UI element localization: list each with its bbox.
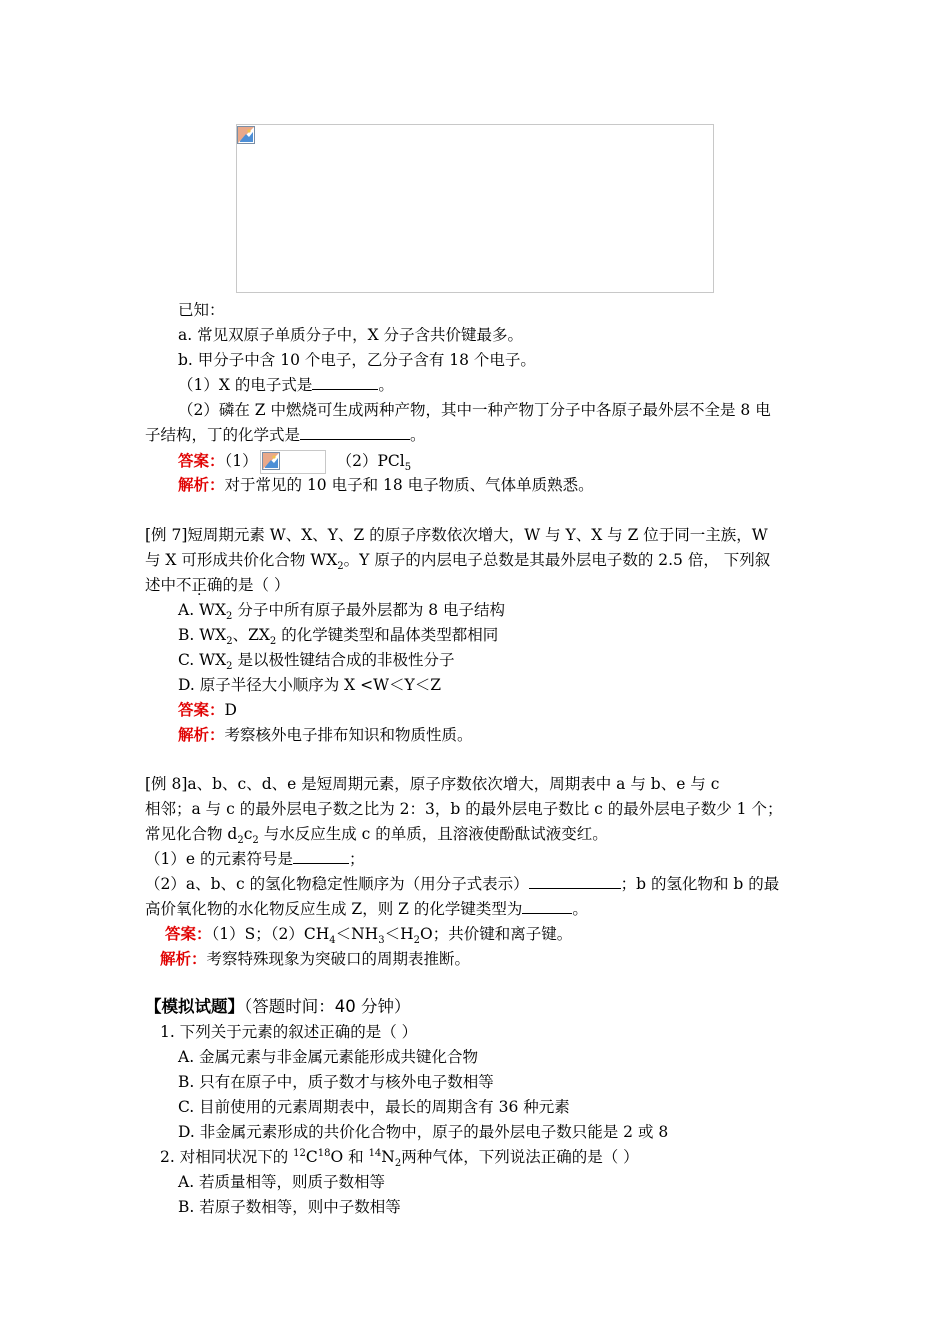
- broken-image-icon: [262, 452, 280, 470]
- option-text: 的化学键类型和晶体类型都相同: [276, 626, 499, 644]
- q2-text: 2. 对相同状况下的: [160, 1148, 294, 1166]
- subscript: 2: [413, 935, 420, 947]
- answer-part1: （1）: [224, 452, 258, 470]
- option-text: A. WX: [178, 601, 227, 619]
- answer-text: O；共价键和离子键。: [419, 925, 573, 943]
- subscript: 2: [237, 835, 244, 847]
- sim-q2: [160, 1147, 639, 1170]
- q2-text: 高价氧化物的水化物反应生成 Z，则 Z 的化学键类型为: [145, 900, 523, 918]
- sim-q1-option-a: A. 金属元素与非金属元素能形成共键化合物: [178, 1048, 479, 1066]
- ex8-q1: [145, 849, 364, 869]
- known-heading: 已知：: [178, 301, 225, 319]
- answer-blank: [522, 899, 572, 914]
- analysis-text: 对于常见的 10 电子和 18 电子物质、气体单质熟悉。: [224, 476, 594, 494]
- ex8-text: 常见化合物 d: [145, 825, 238, 843]
- option-text: 分子中所有原子最外层都为 8 电子结构: [232, 601, 506, 619]
- known-b: b. 甲分子中含 10 个电子，乙分子含有 18 个电子。: [178, 351, 536, 369]
- option-text: C. WX: [178, 651, 227, 669]
- known-a: a. 常见双原子单质分子中，X 分子含共价键最多。: [178, 326, 524, 344]
- ex8-line3: [145, 824, 608, 847]
- sim-q1-option-c: C. 目前使用的元素周期表中，最长的周期含有 36 种元素: [178, 1098, 570, 1116]
- q2-suffix: 。: [572, 900, 588, 918]
- subscript: 2: [226, 636, 233, 648]
- reaction-diagram-image: [236, 124, 714, 293]
- known-analysis: [178, 475, 594, 495]
- ex7-text: 与 X 可形成共价化合物 WX: [145, 551, 338, 569]
- sim-q2-option-b: B. 若原子数相等，则中子数相等: [178, 1198, 401, 1216]
- ex7-line3: [145, 575, 289, 595]
- subscript: 3: [378, 935, 385, 947]
- superscript: 12: [293, 1147, 306, 1159]
- option-text: B. WX: [178, 626, 227, 644]
- q2-text: 子结构，丁的化学式是: [145, 426, 301, 444]
- sim-q1: 1. 下列关于元素的叙述正确的是（ ）: [160, 1023, 418, 1041]
- ex8-q2-line1: [145, 874, 779, 894]
- ex7-line1: [例 7]短周期元素 W、X、Y、Z 的原子序数依次增大，W 与 Y、X 与 Z 位于同一主族，W: [145, 526, 768, 544]
- sim-header: [145, 997, 411, 1017]
- known-answer: [178, 450, 411, 474]
- ex7-analysis: [178, 725, 473, 745]
- option-text: 、ZX: [232, 626, 270, 644]
- ex7-line2: [145, 550, 771, 573]
- answer-text: ＜NH: [335, 925, 379, 943]
- superscript: 18: [317, 1147, 331, 1159]
- option-text: 是以极性键结合成的非极性分子: [232, 651, 455, 669]
- sim-q2-option-a: A. 若质量相等，则质子数相等: [178, 1173, 386, 1191]
- q1-text: （1）X 的电子式是: [178, 376, 313, 394]
- q1-suffix: ；: [348, 850, 365, 868]
- electron-formula-image: [260, 450, 326, 474]
- q2-text: 两种气体，下列说法正确的是（ ）: [401, 1148, 639, 1166]
- q2-text: N: [381, 1148, 395, 1166]
- answer-label: 答案：: [178, 700, 225, 719]
- known-q2-line2: [145, 425, 426, 445]
- subscript: 2: [226, 611, 233, 623]
- ex7-option-d: D. 原子半径大小顺序为 X <W＜Y＜Z: [178, 676, 442, 694]
- ex7-option-b: [178, 625, 499, 648]
- ex7-text: 述中: [145, 576, 177, 594]
- subscript: 2: [269, 636, 277, 648]
- answer-text: D: [224, 701, 237, 719]
- q1-text: （1）e 的元素符号是: [145, 850, 293, 868]
- answer-blank: [312, 375, 378, 390]
- section-title: 【模拟试题】: [145, 997, 244, 1016]
- q2-suffix: 。: [410, 426, 426, 444]
- ex8-line1: [例 8]a、b、c、d、e 是短周期元素，原子序数依次增大，周期表中 a 与 b、e 与 c: [145, 775, 720, 793]
- ex7-answer: [178, 700, 237, 720]
- answer-blank: [293, 849, 349, 864]
- answer-part2: （2）PCl: [336, 452, 405, 470]
- emphasis-not-correct: 不正确: [176, 576, 223, 594]
- ex8-text: 与水反应生成 c 的单质，且溶液使酚酞试液变红。: [258, 825, 608, 843]
- ex8-answer: [165, 924, 573, 947]
- subscript: 4: [329, 935, 336, 947]
- sim-q1-option-b: B. 只有在原子中，质子数才与核外电子数相等: [178, 1073, 494, 1091]
- ex8-line2: 相邻；a 与 c 的最外层电子数之比为 2：3，b 的最外层电子数比 c 的最外层电子数少 1 个；: [145, 800, 783, 818]
- analysis-text: 考察特殊现象为突破口的周期表推断。: [206, 950, 471, 968]
- section-time: （答题时间：40 分钟）: [244, 997, 411, 1016]
- analysis-text: 考察核外电子排布知识和物质性质。: [224, 726, 473, 744]
- q2-text: （2）a、b、c 的氢化物稳定性顺序为（用分子式表示）: [145, 875, 529, 893]
- q2-text: C: [305, 1148, 318, 1166]
- subscript: 5: [404, 462, 412, 474]
- ex7-text: 的是（ ）: [222, 576, 290, 594]
- ex8-analysis: [160, 949, 470, 969]
- answer-text: （1）S；（2）CH: [211, 925, 330, 943]
- q1-suffix: 。: [378, 376, 394, 394]
- answer-blank: [529, 874, 621, 889]
- q2-text: ；b 的氢化物和 b 的最: [620, 875, 780, 893]
- q2-text: O 和: [330, 1148, 369, 1166]
- answer-text: ＜H: [384, 925, 414, 943]
- analysis-label: 解析：: [160, 949, 207, 968]
- known-q2-line1: （2）磷在 Z 中燃烧可生成两种产物，其中一种产物丁分子中各原子最外层不全是 8 电: [178, 401, 771, 419]
- broken-image-icon: [237, 126, 255, 144]
- known-q1: [178, 375, 394, 395]
- ex7-text: 。Y 原子的内层电子总数是其最外层电子数的 2.5 倍， 下列叙: [343, 551, 771, 569]
- answer-blank: [300, 425, 410, 440]
- answer-label: 答案：: [178, 451, 225, 470]
- subscript: 2: [226, 661, 233, 673]
- ex8-q2-line2: [145, 899, 588, 919]
- analysis-label: 解析：: [178, 475, 225, 494]
- answer-label: 答案：: [165, 924, 212, 943]
- ex7-option-c: [178, 650, 455, 673]
- analysis-label: 解析：: [178, 725, 225, 744]
- sim-q1-option-d: D. 非金属元素形成的共价化合物中，原子的最外层电子数只能是 2 或 8: [178, 1123, 669, 1141]
- ex7-option-a: [178, 600, 506, 623]
- subscript: 2: [337, 561, 344, 573]
- ex8-text: c: [243, 825, 253, 843]
- subscript: 2: [252, 835, 259, 847]
- subscript: 2: [394, 1158, 402, 1170]
- superscript: 14: [368, 1147, 382, 1159]
